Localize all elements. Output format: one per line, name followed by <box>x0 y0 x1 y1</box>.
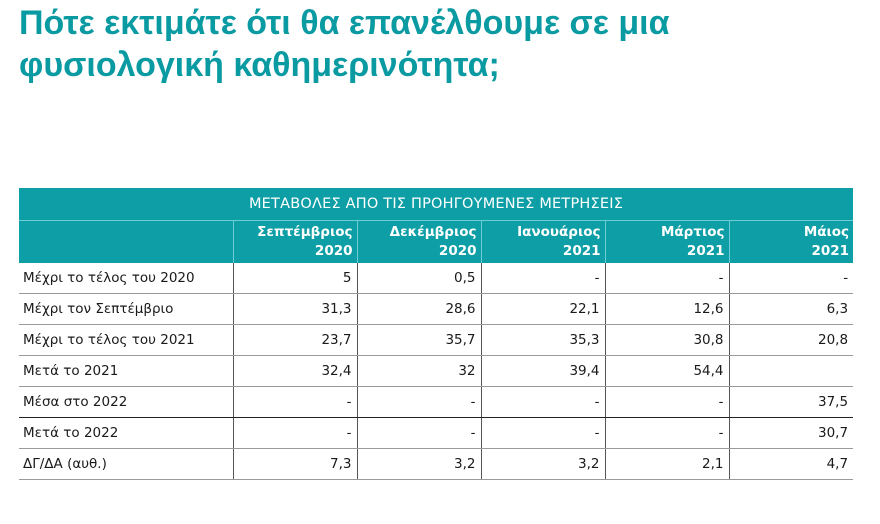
row-label: Μέχρι τον Σεπτέμβριο <box>19 294 233 325</box>
table-cell: 30,7 <box>729 418 853 449</box>
table-cell: 28,6 <box>357 294 481 325</box>
table-cell: - <box>481 418 605 449</box>
table-row <box>19 387 853 418</box>
column-header: Σεπτέμβριος 2020 <box>233 221 357 264</box>
table-banner: ΜΕΤΑΒΟΛΕΣ ΑΠΟ ΤΙΣ ΠΡΟΗΓΟΥΜΕΝΕΣ ΜΕΤΡΗΣΕΙΣ <box>19 188 853 221</box>
table-cell: 54,4 <box>605 356 729 387</box>
column-header: Μάρτιος 2021 <box>605 221 729 264</box>
table-banner-row <box>19 188 853 221</box>
column-header: Δεκέμβριος 2020 <box>357 221 481 264</box>
table-cell: 22,1 <box>481 294 605 325</box>
table-cell: - <box>357 387 481 418</box>
table-cell: 23,7 <box>233 325 357 356</box>
column-header: Μάιος 2021 <box>729 221 853 264</box>
table-cell: 32 <box>357 356 481 387</box>
table-cell: 30,8 <box>605 325 729 356</box>
table-cell: - <box>481 263 605 294</box>
table-cell: 20,8 <box>729 325 853 356</box>
table-cell: 4,7 <box>729 449 853 480</box>
table-cell: 31,3 <box>233 294 357 325</box>
table-cell: 5 <box>233 263 357 294</box>
survey-table <box>19 188 853 480</box>
table-row <box>19 449 853 480</box>
table-cell: 39,4 <box>481 356 605 387</box>
table-cell: - <box>605 418 729 449</box>
table-cell: 0,5 <box>357 263 481 294</box>
table-row <box>19 294 853 325</box>
title-line-1: Πότε εκτιμάτε ότι θα επανέλθουμε σε μια <box>19 4 670 42</box>
row-label: Μέχρι το τέλος του 2021 <box>19 325 233 356</box>
table-row <box>19 263 853 294</box>
table-cell: 35,7 <box>357 325 481 356</box>
table-cell: 35,3 <box>481 325 605 356</box>
row-label: ΔΓ/ΔΑ (αυθ.) <box>19 449 233 480</box>
title-line-2: φυσιολογική καθημερινότητα; <box>19 46 500 84</box>
column-header: Ιανουάριος 2021 <box>481 221 605 264</box>
table-cell: 37,5 <box>729 387 853 418</box>
row-label: Μέσα στο 2022 <box>19 387 233 418</box>
table-cell: - <box>605 263 729 294</box>
table-cell: - <box>729 263 853 294</box>
table-row <box>19 418 853 449</box>
table-cell: - <box>605 387 729 418</box>
table-cell: 6,3 <box>729 294 853 325</box>
table-cell: 2,1 <box>605 449 729 480</box>
table-cell: 12,6 <box>605 294 729 325</box>
table-cell: 7,3 <box>233 449 357 480</box>
table-cell: - <box>233 418 357 449</box>
table-row <box>19 356 853 387</box>
table-cell: - <box>233 387 357 418</box>
table-row <box>19 325 853 356</box>
table-cell: - <box>357 418 481 449</box>
table-cell <box>729 356 853 387</box>
page-title <box>19 2 670 86</box>
column-header-empty <box>19 221 233 264</box>
table-cell: - <box>481 387 605 418</box>
row-label: Μετά το 2022 <box>19 418 233 449</box>
row-label: Μέχρι το τέλος του 2020 <box>19 263 233 294</box>
row-label: Μετά το 2021 <box>19 356 233 387</box>
column-header-row <box>19 221 853 264</box>
table-cell: 32,4 <box>233 356 357 387</box>
table-cell: 3,2 <box>481 449 605 480</box>
table-cell: 3,2 <box>357 449 481 480</box>
